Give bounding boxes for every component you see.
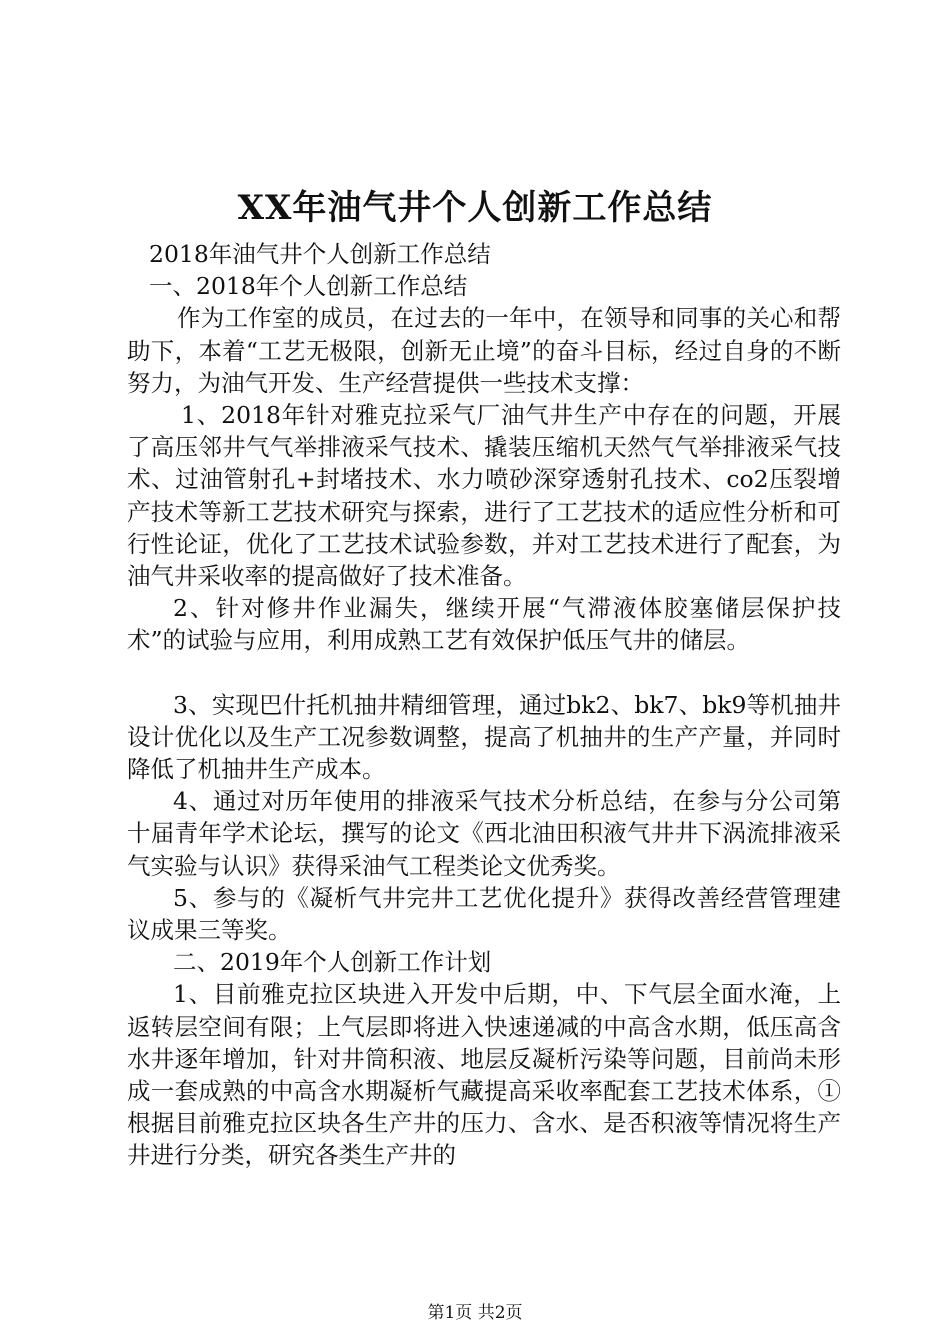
- plan-paragraph-1: 1、目前雅克拉区块进入开发中后期，中、下气层全面水淹，上返转层空间有限；上气层即将进入快速递减的中高含水期，低压高含水井逐年增加，针对井筒积液、地层反凝析污染等问题，目前尚未形成一套成熟的中高含水期凝析气藏提高采收率配套工艺技术体系，①根据目前雅克拉区块各生产井的压力、含水、是否积液等情况将生产井进行分类，研究各类生产井的: [127, 980, 841, 1170]
- page-footer: 第1页 共2页: [427, 1303, 523, 1323]
- item-paragraph-2: 2、针对修井作业漏失，继续开展“气滞液体胶塞储层保护技术”的试验与应用，利用成熟工艺有效保护低压气井的储层。: [127, 594, 841, 655]
- section-heading-1: 一、2018年个人创新工作总结: [149, 272, 468, 301]
- intro-paragraph: 作为工作室的成员，在过去的一年中，在领导和同事的关心和帮助下，本着“工艺无极限，创新无止境”的奋斗目标，经过自身的不断努力，为油气开发、生产经营提供一些技术支撑：: [127, 304, 841, 397]
- item-paragraph-1: 1、2018年针对雅克拉采气厂油气井生产中存在的问题，开展了高压邻井气气举排液采气技术、撬装压缩机天然气气举排液采气技术、过油管射孔+封堵技术、水力喷砂深穿透射孔技术、co2压裂增产技术等新工艺技术研究与探索，进行了工艺技术的适应性分析和可行性论证，优化了工艺技术试验参数，并对工艺技术进行了配套，为油气井采收率的提高做好了技术准备。: [127, 401, 841, 591]
- item-paragraph-3: 3、实现巴什托机抽井精细管理，通过bk2、bk7、bk9等机抽井设计优化以及生产工况参数调整，提高了机抽井的生产产量，并同时降低了机抽井生产成本。: [127, 690, 841, 784]
- section-heading-2: 二、2019年个人创新工作计划: [173, 948, 492, 977]
- item-paragraph-5: 5、参与的《凝析气井完井工艺优化提升》获得改善经营管理建议成果三等奖。: [127, 883, 841, 945]
- item-paragraph-4: 4、通过对历年使用的排液采气技术分析总结，在参与分公司第十届青年学术论坛，撰写的论文《西北油田积液气井井下涡流排液采气实验与认识》获得采油气工程类论文优秀奖。: [127, 787, 841, 880]
- document-body: [127, 238, 841, 1172]
- document-title: XX年油气井个人创新工作总结: [237, 188, 713, 228]
- subtitle-paragraph: 2018年油气井个人创新工作总结: [149, 240, 491, 268]
